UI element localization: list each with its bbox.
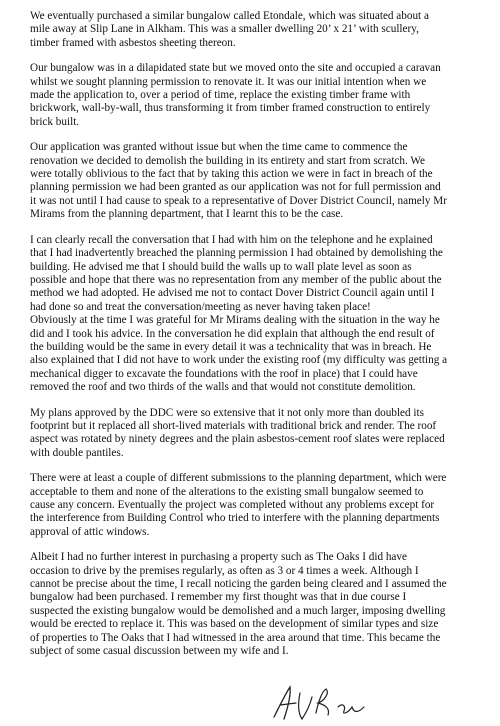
text-line: also explained that I did not have to work under the existing roof (my difficulty was getting a (30, 354, 448, 367)
text-line: approval of attic windows. (30, 525, 150, 538)
text-line: cause any concern. Eventually the project was completed without any problems except for (30, 499, 435, 511)
text-line: removed the roof and two thirds of the walls and that would not constitute demolition. (30, 381, 416, 394)
text-line: cannot be precise about the time, I recall noticing the garden being cleared and I assumed the (30, 578, 447, 591)
text-line: acceptable to them and none of the alterations to the existing small bungalow seemed to (30, 485, 424, 498)
text-line: planning permission we had been granted as our application was not for full permission and (30, 181, 441, 194)
paragraph-application-granted (30, 141, 480, 221)
text-line: did and I took his advice. In the conversation he did explain that although the end result of (30, 327, 435, 340)
text-line: occasion to drive by the premises regularly, as often as 3 or 4 times a week. Although I (30, 564, 419, 577)
signature-graphic (268, 683, 373, 723)
text-line: had done so and treat the conversation/meeting as never having taken place! (30, 300, 371, 313)
text-line: building. He advised me that I should build the walls up to wall plate level as soon as (30, 260, 412, 273)
handwritten-signature (268, 683, 373, 723)
text-line: possible and hope that there was no representation from any member of the public about the (30, 273, 442, 286)
text-line: mechanical digger to excavate the foundations with the roof in place) that I could have (30, 367, 418, 380)
text-line: timber framed with asbestos sheeting thereon. (30, 36, 236, 49)
paragraph-the-oaks (30, 551, 480, 658)
text-line: subject of some casual discussion between my wife and I. (30, 645, 289, 658)
text-line: suspected the existing bungalow would be demolished and a much larger, imposing dwelling (30, 604, 446, 617)
text-line: footprint but it replaced all short-lived materials with traditional brick and render. The roof (30, 419, 437, 432)
text-line: bungalow had been purchased. I remember my first thought was that in due course I (30, 591, 407, 604)
text-line: with double pantiles. (30, 446, 124, 459)
text-line: the interference from Building Control who tried to interfere with the planning departments (30, 512, 440, 525)
text-line: Our bungalow was in a dilapidated state but we moved onto the site and occupied a caravan (30, 62, 441, 75)
letter-body (30, 10, 480, 670)
text-line: that I had inadvertently breached the planning permission I had obtained by demolishing the (30, 247, 443, 260)
text-line: brick built. (30, 115, 80, 128)
text-line: There were at least a couple of different submissions to the planning department, which were (30, 472, 447, 485)
paragraph-telephone-conversation (30, 234, 480, 395)
paragraph-purchase-etondale (30, 10, 480, 50)
text-line: I can clearly recall the conversation that I had with him on the telephone and he explained (30, 233, 433, 246)
text-line: My plans approved by the DDC were so extensive that it not only more than doubled its (30, 406, 424, 419)
text-line: whilst we sought planning permission to renovate it. It was our initial intention when we (30, 75, 427, 88)
text-line: were totally oblivious to the fact that by taking this action we were in fact in breach of the (30, 168, 433, 181)
paragraph-submissions (30, 472, 480, 539)
text-line: it was not until I had cause to speak to a representative of Dover District Council, namely Mr (30, 194, 447, 207)
text-line: made the application to, over a period of time, replace the existing timber frame with (30, 89, 411, 102)
text-line: the building would be the same in every detail it was a technicality that was in breach. He (30, 340, 432, 353)
text-line: Mirams from the planning department, that I learnt this to be the case. (30, 208, 344, 221)
paragraph-approved-plans (30, 407, 480, 461)
text-line: Obviously at the time I was grateful for Mr Mirams dealing with the situation in the way he (30, 314, 440, 327)
text-line: of properties to The Oaks that I had witnessed in the area around that time. This became the (30, 631, 441, 644)
text-line: aspect was rotated by ninety degrees and the plain asbestos-cement roof slates were replaced (30, 433, 445, 446)
text-line: renovation we decided to demolish the building in its entirety and start from scratch. We (30, 154, 426, 167)
text-line: method we had adopted. He advised me not to contact Dover District Council again until I (30, 287, 435, 300)
text-line: brickwork, wall-by-wall, thus transforming it from timber framed construction to entirely (30, 102, 431, 115)
paragraph-renovation-plan (30, 62, 480, 129)
text-line: would be erected to replace it. This was based on the development of similar types and size (30, 618, 439, 631)
text-line: We eventually purchased a similar bungalow called Etondale, which was situated about a (30, 10, 429, 22)
text-line: mile away at Slip Lane in Alkham. This was a smaller dwelling 20’ x 21’ with scullery, (30, 23, 419, 36)
text-line: Albeit I had no further interest in purchasing a property such as The Oaks I did have (30, 551, 407, 564)
text-line: Our application was granted without issue but when the time came to commence the (30, 141, 408, 154)
